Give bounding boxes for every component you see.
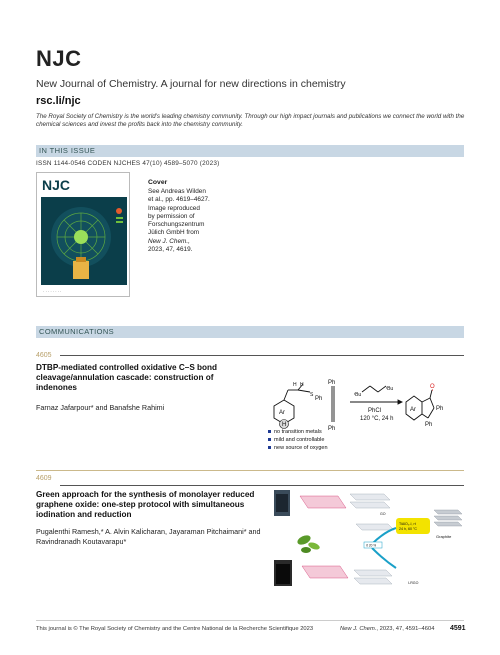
footer-volume: , 2023, 47, 4591–4604 (376, 626, 435, 632)
cover-line: New J. Chem., (148, 237, 190, 245)
scheme-label: Ar (279, 410, 285, 416)
graphic-label: I-RGO (408, 581, 419, 585)
scheme-condition: PhCl (368, 408, 382, 414)
scheme-condition: 120 °C, 24 h (360, 416, 394, 422)
cover-heading: Cover (148, 179, 168, 186)
journal-blurb: The Royal Society of Chemistry is the world’s leading chemistry community. Through our high impact journals and publications we connect the world with the chemical sciences and invest the profits back into the chemistry community. (36, 113, 465, 128)
in-this-issue-bar: IN THIS ISSUE (36, 145, 464, 157)
article-title[interactable]: Green approach for the synthesis of monolayer reduced graphene oxide: one-step protocol with simultaneous iodination and reduction (36, 490, 255, 519)
graphic-callout: 24 h, 60 °C (399, 527, 418, 531)
cover-artwork (37, 173, 130, 297)
page-number: 4591 (450, 625, 466, 632)
scheme-label: Ar (410, 407, 416, 413)
footer-citation (340, 626, 434, 632)
cover-line: Image reproduced (148, 204, 200, 212)
journal-subtitle: New Journal of Chemistry. A journal for new directions in chemistry (36, 78, 346, 90)
scheme-label: O (430, 384, 435, 390)
cover-line: by permission of (148, 212, 195, 220)
article-authors: Farnaz Jafarpour* and Banafshe Rahimi (36, 403, 165, 412)
scheme-label: H (282, 422, 287, 428)
cover-line: et al., pp. 4619–4627. (148, 196, 210, 204)
cover-line: Jülich GmbH from (148, 229, 200, 237)
reaction-scheme (262, 374, 467, 454)
graphene-graphic (268, 488, 464, 596)
article-number: 4605 (36, 352, 52, 359)
svg-text:H: H (300, 382, 304, 388)
cover-logo: NJC (42, 177, 71, 193)
svg-text:· · · · · · · ·: · · · · · · · · (43, 289, 62, 294)
graphic-label: GO (380, 512, 386, 516)
footer-copyright: This journal is © The Royal Society of Chemistry and the Centre National de la Recherche Scientifique 2023 (36, 626, 314, 632)
article-divider (36, 470, 464, 471)
graphic-label: Graphite (436, 534, 452, 539)
scheme-label: Ph (315, 396, 323, 402)
scheme-label: Ph (328, 426, 336, 432)
scheme-label: Ph (436, 406, 444, 412)
svg-text:H: H (293, 382, 297, 388)
cover-caption (148, 188, 258, 254)
scheme-bullet: no transition metals (274, 429, 322, 435)
cover-image[interactable] (36, 172, 130, 297)
cover-line: 2023, 47, 4619. (148, 246, 193, 254)
scheme-bullet: new source of oxygen (274, 445, 328, 451)
svg-text:S: S (310, 392, 314, 398)
article-authors: Pugalenthi Ramesh,* A. Alvin Kalicharan, Jayaraman Pitchaimani* and Ravindranadh Koutavarapu* (36, 527, 261, 546)
scheme-reagent: ᵗBu (386, 386, 394, 392)
scheme-reagent: ᵗBu (354, 392, 362, 398)
journal-url[interactable]: rsc.li/njc (36, 95, 81, 107)
footer-divider (36, 620, 464, 621)
article-divider (60, 485, 464, 486)
communications-bar: COMMUNICATIONS (36, 326, 464, 338)
graphic-callout: TiAlO₃-I, rt (399, 522, 416, 526)
cover-line: Forschungszentrum (148, 221, 205, 229)
article-title[interactable]: DTBP-mediated controlled oxidative C–S bond cleavage/annulation cascade: construction of indenones (36, 363, 218, 392)
scheme-label: Ph (425, 422, 433, 428)
article-number: 4609 (36, 475, 52, 482)
scheme-bullet: mild and controllable (274, 437, 325, 443)
article-divider (60, 355, 464, 356)
graphic-callout: rt 20 % (366, 543, 377, 548)
cover-line: See Andreas Wilden (148, 188, 206, 195)
scheme-label: Ph (328, 380, 336, 386)
footer-journal: New J. Chem. (340, 626, 377, 632)
issue-meta: ISSN 1144-0546 CODEN NJCHES 47(10) 4589–5070 (2023) (36, 160, 220, 167)
journal-title: NJC (36, 46, 82, 71)
